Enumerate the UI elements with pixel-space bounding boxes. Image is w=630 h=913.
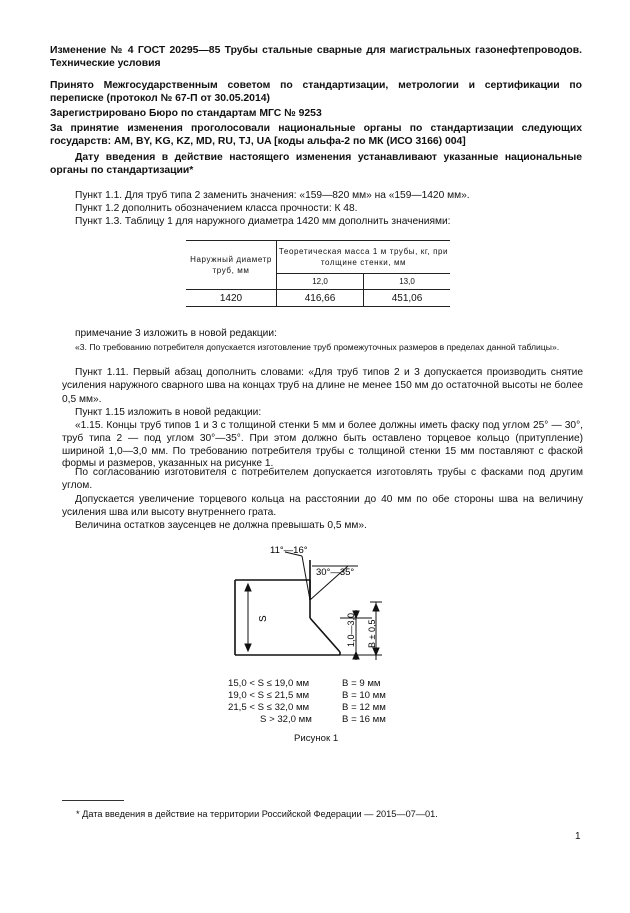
adoption-info: Принято Межгосударственным советом по стандартизации, метрологии и сертификации по переписке (протокол № 67-П от 30.05.2014) (50, 80, 582, 105)
table-subheader-13: 13,0 (364, 273, 451, 289)
item-1-15-intro: Пункт 1.15 изложить в новой редакции: (75, 407, 262, 418)
wall-thickness-label: S (258, 615, 269, 622)
angle-30-35-label: 30°—35° (316, 567, 355, 578)
item-1-15-p2: По согласованию изготовителя с потребителем допускается изготовлять трубы с фасками под другим углом. (62, 467, 583, 492)
angle-11-16-label: 11°—16° (270, 545, 308, 556)
spec-value: B = 16 мм (342, 714, 386, 725)
effective-date-note: Дату введения в действие настоящего изменения устанавливают указанные национальные органы по стандартизации* (50, 152, 582, 177)
footnote-separator (62, 800, 124, 801)
table-cell-diameter: 1420 (186, 290, 277, 307)
note-3-intro: примечание 3 изложить в новой редакции: (75, 328, 277, 339)
spec-condition: 15,0 < S ≤ 19,0 мм (228, 678, 310, 689)
amendment-title: Изменение № 4 ГОСТ 20295—85 Трубы стальные сварные для магистральных газонефтепроводов. Технические условия (50, 45, 582, 70)
note-3-text: «3. По требованию потребителя допускается изготовление труб промежуточных размеров в пределах данной таблицы». (75, 342, 560, 352)
table-cell-mass-13: 451,06 (364, 290, 451, 307)
item-1-11: Пункт 1.11. Первый абзац дополнить словами: «Для труб типов 2 и 3 допускается производить снятие усиления наружного сварного шва на концах труб на длине не менее 150 мм до остаточной высоты не более 0,5 мм». (62, 367, 583, 405)
ring-width-label: 1,0—3,0 (346, 612, 356, 647)
spec-condition: 19,0 < S ≤ 21,5 мм (228, 690, 310, 701)
spec-condition: S > 32,0 мм (260, 714, 312, 725)
table-subheader-12: 12,0 (277, 273, 364, 289)
table-cell-mass-12: 416,66 (277, 290, 364, 307)
table-header-mass: Теоретическая масса 1 м трубы, кг, при толщине стенки, мм (277, 241, 451, 274)
page-number: 1 (575, 831, 581, 842)
spec-value: B = 10 мм (342, 690, 386, 701)
item-1-15-p3: Допускается увеличение торцевого кольца на расстоянии до 40 мм по обе стороны шва на величину усиления шва или высоту внутреннего грата. (62, 494, 583, 519)
spec-value: B = 9 мм (342, 678, 381, 689)
item-1-15-text: «1.15. Концы труб типов 1 и 3 с толщиной стенки 5 мм и более должны иметь фаску под углом 25° — 30°, труб типа 2 — под углом 30°—35°. При этом должно быть оставлено торцевое кольцо (притупление) шириной 1,0—3,0 мм. По требованию потребителя трубы с толщиной стенки 15 мм поставляют с фаской формы и размеров, указанных на рисунке 1. (62, 420, 583, 470)
item-1-2: Пункт 1.2 дополнить обозначением класса прочности: К 48. (75, 203, 358, 214)
item-1-3: Пункт 1.3. Таблицу 1 для наружного диаметра 1420 мм дополнить значениями: (75, 216, 451, 227)
bevel-height-label: B ± 0,5 (367, 619, 377, 648)
registration-info: Зарегистрировано Бюро по стандартам МГС № 9253 (50, 108, 322, 119)
footnote: * Дата введения в действие на территории Российской Федерации — 2015—07—01. (76, 809, 438, 819)
voting-countries: За принятие изменения проголосовали национальные органы по стандартизации следующих государств: AM, BY, KG, KZ, MD, RU, TJ, UA [коды альфа-2 по МК (ИСО 3166) 004] (50, 123, 582, 148)
item-1-1: Пункт 1.1. Для труб типа 2 заменить значения: «159—820 мм» на «159—1420 мм». (75, 190, 470, 201)
spec-condition: 21,5 < S ≤ 32,0 мм (228, 702, 310, 713)
table-header-diameter: Наружный диаметр труб, мм (186, 241, 277, 290)
figure-caption: Рисунок 1 (294, 733, 339, 744)
item-1-15-p4: Величина остатков заусенцев не должна превышать 0,5 мм». (75, 520, 367, 531)
spec-value: B = 12 мм (342, 702, 386, 713)
